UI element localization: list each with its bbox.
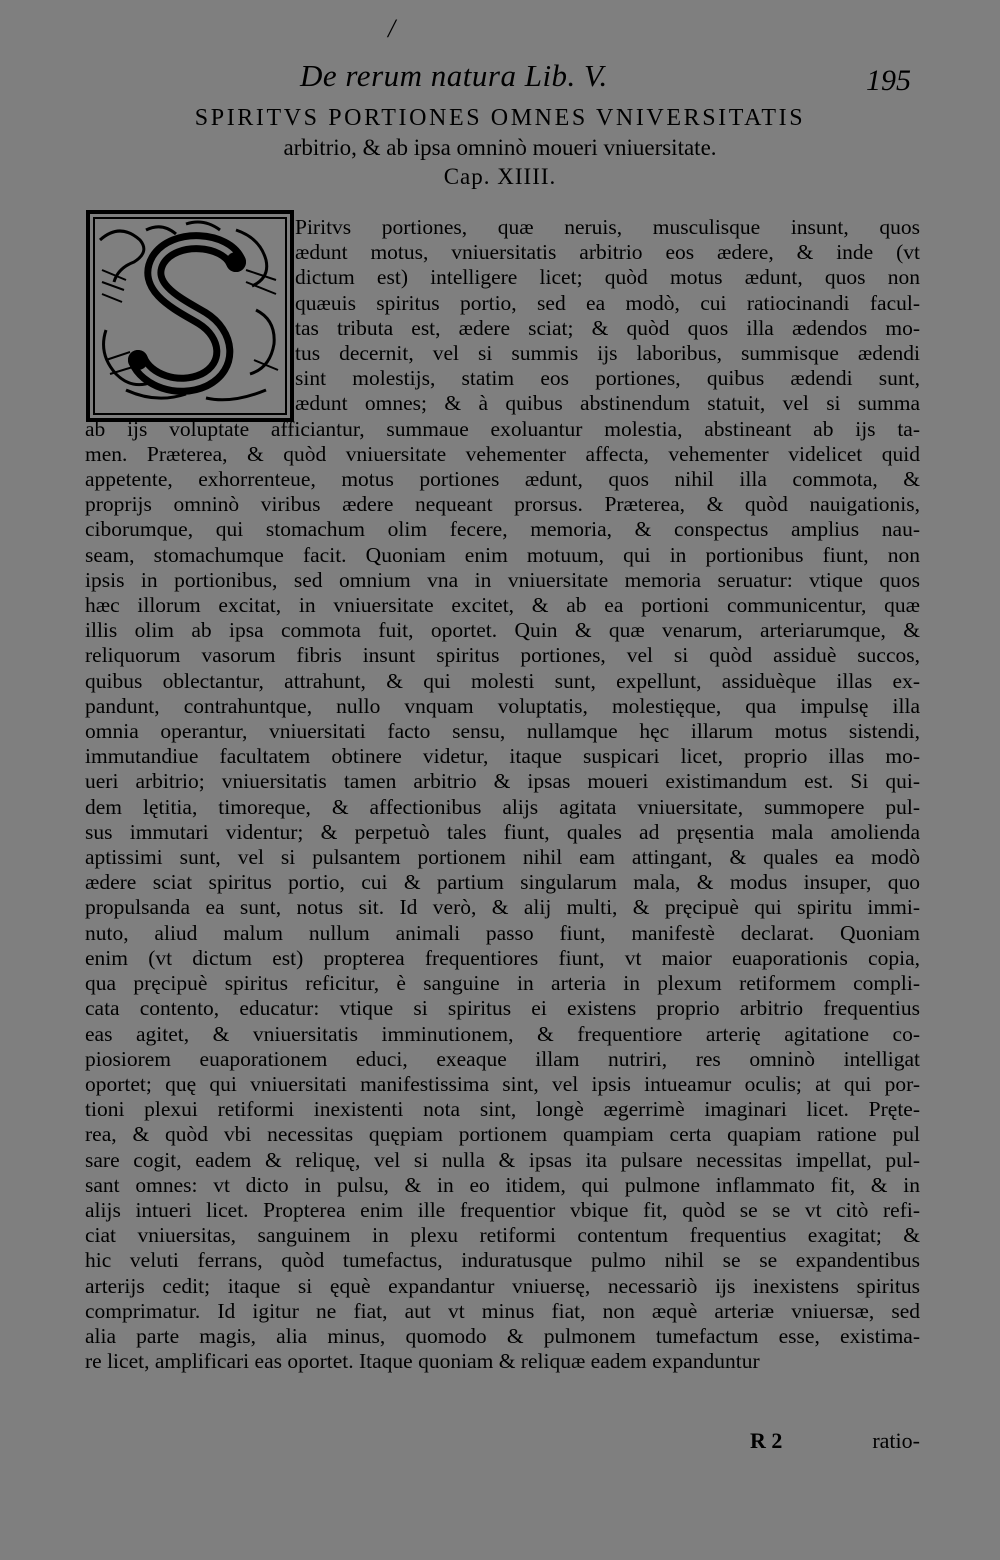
chapter-title-line-2: arbitrio, & ab ipsa omninò moueri vniuersitate. [283,135,717,160]
text-line: sant omnes: vt dicto in pulsu, & in eo itidem, qui pulmone inflammato fit, & in [85,1172,920,1197]
chapter-number: Cap. XIIII. [443,164,557,189]
text-line: hæc illorum excitat, in vniuersitate excitet, & ab ea portioni communicentur, quæ [85,593,920,618]
text-line: ciat vniuersitas, sanguinem in plexu retiformi contentum frequentius exagitat; & [85,1223,920,1248]
text-line: dictum est) intelligere licet; quòd motus ædunt, quos non [295,265,920,290]
text-line: ab ijs voluptate afficiantur, summaue exoluantur molestia, abstineant ab ijs ta- [85,416,920,441]
text-line: tus decernit, vel si summis ijs laboribus, summisque ædendi [295,341,920,366]
text-line: enim (vt dictum est) propterea frequentiores fiunt, vt maior euaporationis copia, [85,945,920,970]
signature-mark: R 2 [750,1428,783,1453]
text-line: ædere sciat spiritus portio, cui & partium singularum mala, & modus insuper, quo [85,870,920,895]
text-line: hic veluti ferrans, quòd tumefactus, induratusque pulmo nihil se se expandentibus [85,1248,920,1273]
page-number: 195 [866,64,911,97]
text-line: alia parte magis, alia minus, quomodo & pulmonem tumefactum esse, existima- [85,1323,920,1348]
text-line: alijs intueri licet. Propterea enim ille frequentior vbique fit, quòd se se vt citò refi- [85,1197,920,1222]
text-line: rea, & quòd vbi necessitas quępiam portionem quampiam certa quapiam ratione pul [85,1122,920,1147]
text-line: eas agitet, & vniuersitatis imminutionem, & frequentiore arterię agitatione co- [85,1021,920,1046]
text-line: ipsis in portionibus, sed omnium vna in vniuersitate memoria seruatur: vtique quos [85,567,920,592]
text-line: illis olim ab ipsa commota fuit, oportet. Quin & quæ venarum, arteriarumque, & [85,618,920,643]
text-line: omnia operantur, vniuersitati facto sensu, nullamque hęc illarum motus sistendi, [85,719,920,744]
text-line: proprijs omninò viribus ædere nequeant prorsus. Præterea, & quòd nauigationis, [85,492,920,517]
text-line: ueri arbitrio; vniuersitatis tamen arbitrio & ipsas moueri existimandum est. Si qui- [85,769,920,794]
text-line: nuto, aliud malum nullum animali passo fiunt, manifestè declarat. Quoniam [85,920,920,945]
text-line: dem lętitia, timoreque, & affectionibus alijs agitata vniuersitate, summopere pul- [85,794,920,819]
text-line: quæuis spiritus portio, sed ea modò, cui ratiocinandi facul- [295,290,920,315]
text-line: sare cogit, eadem & reliquę, vel si nulla & ipsas ita pulsare necessitas impellat, pul- [85,1147,920,1172]
text-line: quibus oblectantur, attrahunt, & qui molesti sunt, expellunt, assiduèque illas ex- [85,668,920,693]
text-line: tioni plexui retiformi inexistenti nota sint, longè ægerrimè imaginari licet. Pręte- [85,1097,920,1122]
text-line: Piritvs portiones, quæ neruis, musculisque insunt, quos [295,215,920,239]
chapter-heading [60,104,940,191]
running-title: De rerum natura Lib. V. [300,58,608,93]
text-line: re licet, amplificari eas oportet. Itaque quoniam & reliquæ eadem expanduntur [85,1349,760,1374]
text-line: aptissimi sunt, vel si pulsantem portionem nihil eam attingant, & quales ea modò [85,845,920,870]
text-line: arterijs cedit; itaque si ęquè expandantur vniuersę, necessariò ijs inexistens spiritus [85,1273,920,1298]
text-line: men. Præterea, & quòd vniuersitate vehementer affecta, vehementer videlicet quid [85,441,920,466]
text-line: ædunt motus, vniuersitatis arbitrio eos ædere, & inde (vt [295,240,920,265]
text-line: appetente, exhorrenteue, motus portiones ædunt, quos nihil illa commota, & [85,467,920,492]
text-line: cata contento, educatur: vtique si spiritus ei existens proprio arbitrio frequentius [85,996,920,1021]
text-line: propulsanda ea sunt, notus sit. Id verò, & alij multi, & pręcipuè qui spiritu immi- [85,895,920,920]
text-line: comprimatur. Id igitur ne fiat, aut vt minus fiat, non æquè arteriæ vniuersæ, sed [85,1298,920,1323]
text-line: pandunt, contrahuntque, nullo vnquam voluptatis, molestięque, qua impulsę illa [85,693,920,718]
text-line: ciborumque, qui stomachum olim fecere, memoria, & conspectus amplius nau- [85,517,920,542]
text-line: piosiorem euaporationem educi, exeaque illam nutriri, res omninò intelligat [85,1046,920,1071]
main-text [85,215,920,1374]
text-line: reliquorum vasorum fibris insunt spiritus portiones, vel si quòd assiduè succos, [85,643,920,668]
text-line: immutandiue facultatem obtinere videtur, itaque suspicari licet, proprio illas mo- [85,744,920,769]
text-line: sus immutari videntur; & perpetuò tales fiunt, quales ad pręsentia mala amolienda [85,819,920,844]
text-line: sint molestijs, statim eos portiones, quibus ædendi sunt, [295,366,920,391]
catchword: ratio- [872,1428,920,1453]
text-line: tas tributa est, ædere sciat; & quòd quos illa ædendos mo- [295,315,920,340]
text-line: seam, stomachumque facit. Quoniam enim motuum, qui in portionibus fiunt, non [85,542,920,567]
text-line: qua pręcipuè spiritus reficitur, è sanguine in arteria in plexum retiformem compli- [85,971,920,996]
margin-mark: / [388,14,396,43]
text-line: ædunt omnes; & à quibus abstinendum statuit, vel si summa [295,391,920,416]
chapter-title-line-1: SPIRITVS PORTIONES OMNES VNIVERSITATIS [194,105,806,131]
text-line: oportet; quę qui vniuersitati manifestissima sint, vel ipsis intueamur oculis; at qui por- [85,1071,920,1096]
